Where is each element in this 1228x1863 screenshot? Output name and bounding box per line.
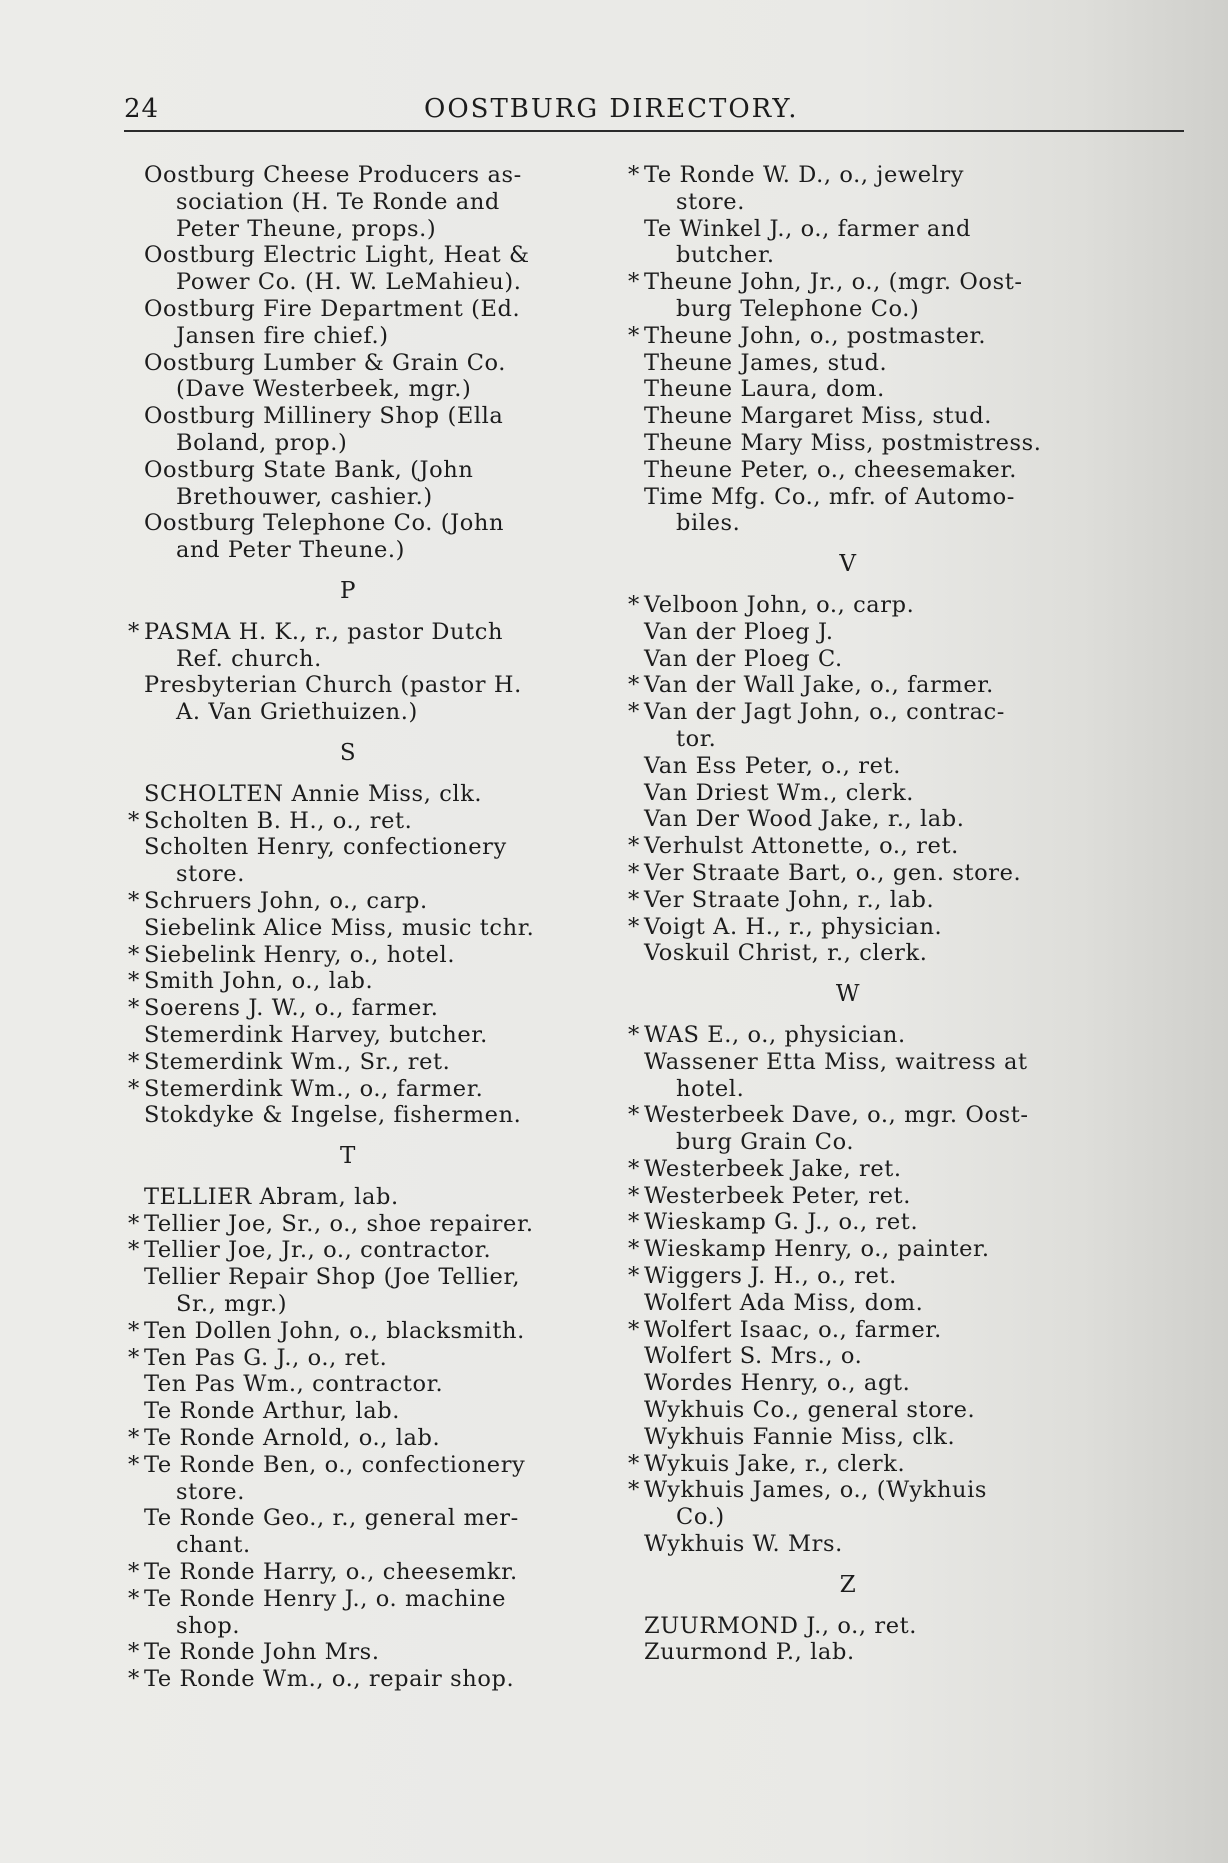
entry-line: Presbyterian Church (pastor H.	[144, 672, 522, 699]
owner-marker: *	[628, 1182, 640, 1209]
entry-line: Van der Jagt John, o., contrac-	[644, 699, 1006, 726]
entry-line: hotel.	[676, 1075, 745, 1102]
directory-entry	[628, 350, 1088, 377]
owner-marker: *	[128, 1210, 140, 1237]
running-title: OOSTBURG DIRECTORY.	[424, 94, 799, 124]
directory-entry	[628, 833, 1088, 860]
entry-line: butcher.	[676, 242, 775, 269]
entry-line: biles.	[676, 510, 741, 537]
entry-line: burg Telephone Co.)	[676, 295, 920, 322]
directory-entry	[628, 1290, 1088, 1317]
owner-marker: *	[128, 1585, 140, 1612]
entry-line: chant.	[176, 1532, 251, 1559]
directory-entry	[128, 1049, 588, 1076]
directory-entry	[628, 1183, 1088, 1210]
entry-line: Ref. church.	[176, 645, 322, 672]
entry-line: Sr., mgr.)	[176, 1291, 288, 1318]
directory-entry	[628, 1397, 1088, 1424]
directory-entry	[628, 646, 1088, 673]
entry-line: Smith John, o., lab.	[144, 968, 374, 995]
entry-line: ZUURMOND J., o., ret.	[644, 1612, 918, 1639]
entry-line: Wassener Etta Miss, waitress at	[644, 1048, 1028, 1075]
directory-entry	[128, 1318, 588, 1345]
directory-entry	[128, 1398, 588, 1425]
directory-entry	[628, 457, 1088, 484]
directory-entry	[628, 430, 1088, 457]
owner-marker: *	[628, 322, 640, 349]
directory-entry	[628, 403, 1088, 430]
entry-line: Wykhuis James, o., (Wykhuis	[644, 1477, 988, 1504]
entry-line: Te Winkel J., o., farmer and	[644, 215, 971, 242]
directory-entry	[128, 781, 588, 808]
entry-line: Oostburg Lumber & Grain Co.	[144, 349, 507, 376]
directory-entry	[128, 1022, 588, 1049]
entry-line: Wykhuis Fannie Miss, clk.	[644, 1423, 956, 1450]
entry-line: Van Der Wood Jake, r., lab.	[644, 806, 965, 833]
entry-line: Te Ronde Arthur, lab.	[144, 1398, 400, 1425]
directory-entry	[628, 1209, 1088, 1236]
owner-marker: *	[128, 1639, 140, 1666]
entry-line: Theune John, o., postmaster.	[644, 322, 987, 349]
directory-entry	[128, 619, 588, 673]
directory-entry	[628, 860, 1088, 887]
entry-line: Theune John, Jr., o., (mgr. Oost-	[644, 269, 1023, 296]
owner-marker: *	[128, 1237, 140, 1264]
directory-entry	[628, 1317, 1088, 1344]
directory-entry	[128, 1586, 588, 1640]
entry-line: Jansen fire chief.)	[176, 322, 389, 349]
section-letter: Z	[839, 1571, 857, 1598]
owner-marker: *	[628, 591, 640, 618]
directory-entry	[128, 808, 588, 835]
entry-line: store.	[176, 1478, 245, 1505]
entry-line: Voigt A. H., r., physician.	[644, 913, 943, 940]
directory-entry	[628, 1102, 1088, 1156]
directory-entry	[128, 888, 588, 915]
directory-entry	[628, 1531, 1088, 1558]
owner-marker: *	[628, 672, 640, 699]
directory-entry	[628, 376, 1088, 403]
section-letter: P	[339, 577, 357, 604]
directory-entry	[128, 968, 588, 995]
entry-line: Theune Margaret Miss, stud.	[644, 403, 993, 430]
directory-entry	[128, 942, 588, 969]
entry-line: Oostburg Electric Light, Heat &	[144, 242, 530, 269]
directory-entry	[628, 484, 1088, 538]
entry-line: Tellier Joe, Jr., o., contractor.	[144, 1237, 492, 1264]
section-letter: S	[339, 739, 357, 766]
entry-line: Ver Straate Bart, o., gen. store.	[644, 859, 1022, 886]
owner-marker: *	[128, 807, 140, 834]
entry-line: Wordes Henry, o., agt.	[644, 1370, 911, 1397]
entry-line: Van Driest Wm., clerk.	[644, 779, 915, 806]
directory-entry	[628, 619, 1088, 646]
owner-marker: *	[628, 269, 640, 296]
entry-line: Wykhuis W. Mrs.	[644, 1531, 843, 1558]
entry-line: Wieskamp Henry, o., painter.	[644, 1236, 990, 1263]
entry-line: Van Ess Peter, o., ret.	[644, 752, 901, 779]
entry-line: Scholten B. H., o., ret.	[144, 807, 413, 834]
directory-entry	[128, 834, 588, 888]
entry-line: Te Ronde Henry J., o. machine	[144, 1585, 507, 1612]
entry-line: Time Mfg. Co., mfr. of Automo-	[644, 483, 1015, 510]
entry-line: Ten Dollen John, o., blacksmith.	[144, 1317, 525, 1344]
owner-marker: *	[628, 162, 640, 188]
directory-entry	[128, 350, 588, 404]
owner-marker: *	[628, 913, 640, 940]
directory-entry	[128, 1076, 588, 1103]
owner-marker: *	[628, 886, 640, 913]
entry-line: Te Ronde Harry, o., cheesemkr.	[144, 1559, 518, 1586]
left-column	[128, 162, 588, 1693]
directory-entry	[628, 914, 1088, 941]
entry-line: PASMA H. K., r., pastor Dutch	[144, 618, 504, 645]
owner-marker: *	[628, 1155, 640, 1182]
owner-marker: *	[628, 1316, 640, 1343]
owner-marker: *	[628, 833, 640, 860]
section-letter: V	[839, 551, 857, 578]
entry-line: store.	[676, 188, 745, 215]
directory-entry	[128, 1666, 588, 1693]
entry-line: Te Ronde John Mrs.	[144, 1639, 380, 1666]
entry-line: Wolfert Isaac, o., farmer.	[644, 1316, 942, 1343]
entry-line: Stokdyke & Ingelse, fishermen.	[144, 1102, 522, 1129]
directory-entry	[628, 269, 1088, 323]
entry-line: Van der Wall Jake, o., farmer.	[644, 672, 994, 699]
entry-line: Westerbeek Dave, o., mgr. Oost-	[644, 1102, 1029, 1129]
owner-marker: *	[128, 1451, 140, 1478]
directory-entry	[628, 1263, 1088, 1290]
entry-line: Theune Mary Miss, postmistress.	[644, 429, 1042, 456]
entry-line: Oostburg Cheese Producers as-	[144, 162, 522, 188]
directory-entry	[128, 915, 588, 942]
entry-line: Stemerdink Wm., Sr., ret.	[144, 1048, 451, 1075]
entry-line: Ten Pas Wm., contractor.	[144, 1371, 444, 1398]
owner-marker: *	[128, 1425, 140, 1452]
owner-marker: *	[128, 968, 140, 995]
entry-line: Wykuis Jake, r., clerk.	[644, 1450, 906, 1477]
directory-entry	[628, 592, 1088, 619]
directory-entry	[628, 1424, 1088, 1451]
entry-line: Westerbeek Peter, ret.	[644, 1182, 911, 1209]
owner-marker: *	[628, 1209, 640, 1236]
entry-line: Tellier Repair Shop (Joe Tellier,	[144, 1264, 521, 1291]
entry-line: Brethouwer, cashier.)	[176, 483, 433, 510]
entry-line: store.	[176, 861, 245, 888]
owner-marker: *	[128, 1048, 140, 1075]
directory-entry	[628, 1343, 1088, 1370]
directory-entry	[128, 1237, 588, 1264]
owner-marker: *	[628, 859, 640, 886]
owner-marker: *	[128, 887, 140, 914]
entry-line: Stemerdink Harvey, butcher.	[144, 1021, 488, 1048]
entry-line: Theune Peter, o., cheesemaker.	[644, 456, 1017, 483]
directory-entry	[128, 162, 588, 242]
entry-line: Te Ronde Arnold, o., lab.	[144, 1425, 441, 1452]
directory-entry	[628, 216, 1088, 270]
entry-line: shop.	[176, 1612, 241, 1639]
entry-line: Westerbeek Jake, ret.	[644, 1155, 902, 1182]
entry-line: Te Ronde Ben, o., confectionery	[144, 1451, 526, 1478]
directory-entry	[128, 1559, 588, 1586]
entry-line: WAS E., o., physician.	[644, 1021, 906, 1048]
directory-entry	[128, 1639, 588, 1666]
directory-entry	[128, 403, 588, 457]
entry-line: Velboon John, o., carp.	[644, 591, 915, 618]
directory-entry	[128, 1184, 588, 1211]
section-letter: W	[835, 981, 861, 1008]
entry-line: Tellier Joe, Sr., o., shoe repairer.	[144, 1210, 534, 1237]
entry-line: Van der Ploeg C.	[644, 645, 843, 672]
directory-entry	[628, 672, 1088, 699]
owner-marker: *	[128, 1344, 140, 1371]
entry-line: Oostburg Fire Department (Ed.	[144, 295, 521, 322]
owner-marker: *	[628, 1236, 640, 1263]
owner-marker: *	[128, 941, 140, 968]
owner-marker: *	[628, 699, 640, 726]
entry-line: Wolfert S. Mrs., o.	[644, 1343, 863, 1370]
entry-line: Ver Straate John, r., lab.	[644, 886, 935, 913]
directory-entry	[628, 1639, 1088, 1666]
owner-marker: *	[628, 1263, 640, 1290]
directory-entry	[628, 1477, 1088, 1531]
entry-line: Oostburg Telephone Co. (John	[144, 510, 505, 537]
directory-entry	[128, 1505, 588, 1559]
owner-marker: *	[128, 1075, 140, 1102]
directory-entry	[628, 887, 1088, 914]
entry-line: Te Ronde Wm., o., repair shop.	[144, 1666, 515, 1693]
directory-entry	[628, 1049, 1088, 1103]
page-number: 24	[124, 94, 160, 124]
entry-line: (Dave Westerbeek, mgr.)	[176, 376, 472, 403]
entry-line: Zuurmond P., lab.	[644, 1639, 855, 1666]
entry-line: and Peter Theune.)	[176, 537, 406, 564]
page-header	[124, 94, 1184, 132]
directory-entry	[628, 1022, 1088, 1049]
directory-entry	[628, 1236, 1088, 1263]
owner-marker: *	[128, 995, 140, 1022]
owner-marker: *	[628, 1102, 640, 1129]
entry-line: Theune Laura, dom.	[644, 376, 885, 403]
entry-line: Te Ronde W. D., o., jewelry	[644, 162, 965, 188]
directory-entry	[628, 323, 1088, 350]
directory-entry	[628, 806, 1088, 833]
entry-line: tor.	[676, 725, 717, 752]
directory-entry	[128, 296, 588, 350]
owner-marker: *	[128, 1317, 140, 1344]
directory-entry	[128, 457, 588, 511]
directory-entry	[128, 1102, 588, 1129]
directory-entry	[128, 1211, 588, 1238]
owner-marker: *	[128, 1559, 140, 1586]
entry-line: Wieskamp G. J., o., ret.	[644, 1209, 919, 1236]
entry-line: A. Van Griethuizen.)	[176, 699, 418, 726]
entry-line: Theune James, stud.	[644, 349, 888, 376]
directory-entry	[128, 510, 588, 564]
entry-line: Co.)	[676, 1504, 725, 1531]
directory-entry	[128, 1371, 588, 1398]
entry-line: Schruers John, o., carp.	[144, 887, 428, 914]
directory-entry	[628, 699, 1088, 753]
directory-entry	[628, 780, 1088, 807]
entry-line: Soerens J. W., o., farmer.	[144, 995, 439, 1022]
directory-entry	[128, 672, 588, 726]
entry-line: Van der Ploeg J.	[644, 618, 834, 645]
directory-entry	[128, 1264, 588, 1318]
entry-line: Ten Pas G. J., o., ret.	[144, 1344, 388, 1371]
entry-line: SCHOLTEN Annie Miss, clk.	[144, 780, 483, 807]
entry-line: Verhulst Attonette, o., ret.	[644, 833, 959, 860]
owner-marker: *	[128, 1666, 140, 1693]
entry-line: Oostburg Millinery Shop (Ella	[144, 403, 504, 430]
owner-marker: *	[128, 618, 140, 645]
entry-line: burg Grain Co.	[676, 1129, 855, 1156]
entry-line: Wykhuis Co., general store.	[644, 1397, 976, 1424]
entry-line: Stemerdink Wm., o., farmer.	[144, 1075, 484, 1102]
entry-line: Te Ronde Geo., r., general mer-	[144, 1505, 519, 1532]
directory-entry	[628, 1156, 1088, 1183]
entry-line: Scholten Henry, confectionery	[144, 834, 507, 861]
entry-line: TELLIER Abram, lab.	[144, 1183, 399, 1210]
directory-entry	[128, 1452, 588, 1506]
entry-line: Wiggers J. H., o., ret.	[644, 1263, 897, 1290]
entry-line: sociation (H. Te Ronde and	[176, 188, 500, 215]
entry-line: Boland, prop.)	[176, 429, 348, 456]
section-letter: T	[340, 1143, 356, 1170]
entry-line: Peter Theune, props.)	[176, 215, 437, 242]
directory-entry	[628, 753, 1088, 780]
entry-line: Wolfert Ada Miss, dom.	[644, 1289, 924, 1316]
directory-entry	[128, 242, 588, 296]
directory-entry	[128, 1425, 588, 1452]
directory-entry	[628, 1370, 1088, 1397]
owner-marker: *	[628, 1450, 640, 1477]
entry-line: Oostburg State Bank, (John	[144, 456, 474, 483]
directory-entry	[628, 1613, 1088, 1640]
directory-entry	[628, 1451, 1088, 1478]
directory-entry	[128, 995, 588, 1022]
directory-entry	[128, 1345, 588, 1372]
entry-line: Voskuil Christ, r., clerk.	[644, 940, 928, 967]
owner-marker: *	[628, 1477, 640, 1504]
right-column	[628, 162, 1088, 1666]
directory-entry	[628, 162, 1088, 216]
entry-line: Power Co. (H. W. LeMahieu).	[176, 269, 522, 296]
directory-entry	[628, 940, 1088, 967]
owner-marker: *	[628, 1021, 640, 1048]
entry-line: Siebelink Henry, o., hotel.	[144, 941, 456, 968]
entry-line: Siebelink Alice Miss, music tchr.	[144, 914, 535, 941]
